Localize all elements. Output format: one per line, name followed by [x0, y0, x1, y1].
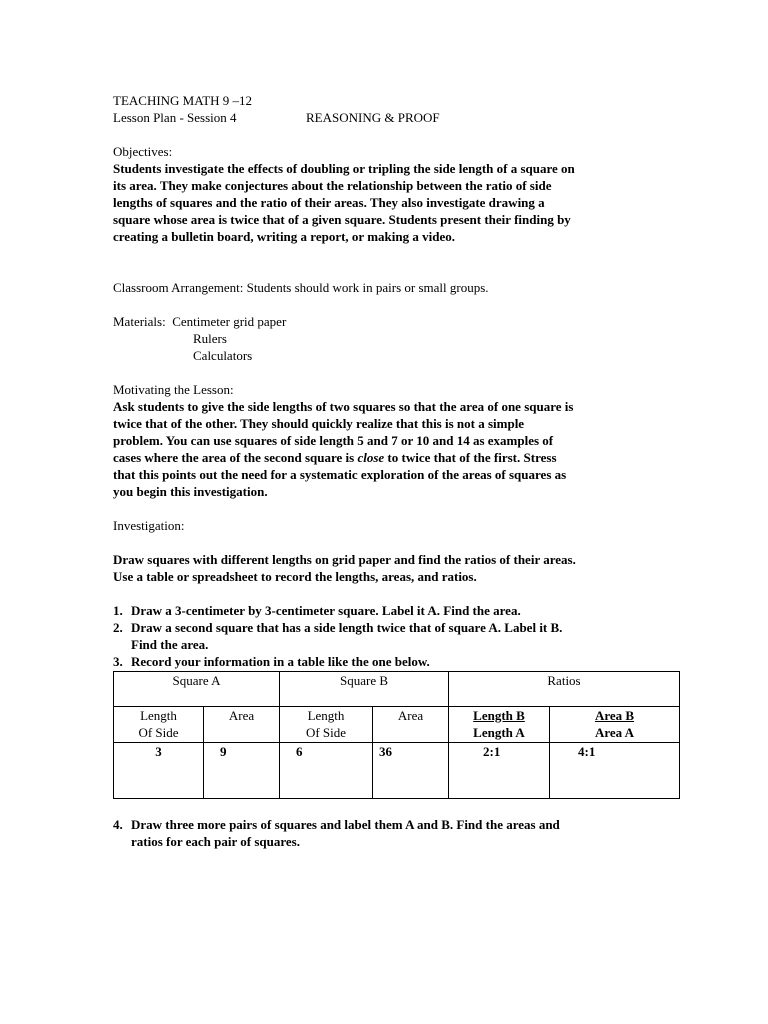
investigation-heading: Investigation:: [113, 518, 185, 533]
objectives-text: [113, 160, 673, 245]
area-b-value: 36: [373, 743, 449, 799]
step-text: Draw three more pairs of squares and label them A and B. Find the areas and: [131, 817, 560, 832]
step-item: [113, 602, 673, 619]
motivating-line: you begin this investigation.: [113, 484, 268, 499]
objectives-line: creating a bulletin board, writing a report, or making a video.: [113, 229, 455, 244]
area-b-header: Area: [373, 707, 449, 743]
step-text: Draw a second square that has a side length twice that of square A. Label it B.: [131, 620, 563, 635]
step-text-continued: ratios for each pair of squares.: [131, 834, 300, 849]
step-text: Draw a 3-centimeter by 3-centimeter square. Label it A. Find the area.: [131, 603, 521, 618]
objectives-line: lengths of squares and the ratio of their areas. They also investigate drawing a: [113, 195, 545, 210]
objectives-heading: Objectives:: [113, 144, 173, 159]
area-a-value: 9: [204, 743, 280, 799]
motivating-text-after: to twice that of the first. Stress: [384, 450, 557, 465]
classroom-arrangement: Classroom Arrangement: Students should work in pairs or small groups.: [113, 280, 489, 295]
lesson-topic: REASONING & PROOF: [306, 110, 440, 125]
motivating-line: problem. You can use squares of side length 5 and 7 or 10 and 14 as examples of: [113, 433, 554, 448]
area-ratio-header: [550, 707, 680, 743]
step-item: [113, 816, 673, 850]
objectives-line: square whose area is twice that of a given square. Students present their finding by: [113, 212, 571, 227]
document-title: TEACHING MATH 9 –12: [113, 93, 253, 108]
lesson-subtitle: [113, 109, 673, 126]
step-text-continued: Find the area.: [131, 637, 209, 652]
length-ratio-denominator: Length A: [473, 725, 525, 740]
table-group-header-row: [114, 672, 680, 707]
motivating-text-before: cases where the area of the second square is: [113, 450, 358, 465]
investigation-intro: [113, 551, 673, 585]
investigation-steps: [113, 602, 673, 670]
emphasis-close: close: [357, 450, 385, 465]
area-ratio-denominator: Area A: [594, 725, 635, 740]
materials-first-row: [113, 313, 673, 330]
step-text: Record your information in a table like the one below.: [131, 654, 430, 669]
motivating-line: Ask students to give the side lengths of two squares so that the area of one square is: [113, 399, 574, 414]
length-a-header: [114, 707, 204, 743]
table-sub-header-row: [114, 707, 680, 743]
materials-label: Materials:: [113, 314, 166, 329]
area-a-header: Area: [204, 707, 280, 743]
motivating-line: [113, 449, 673, 466]
step-number: 3.: [113, 654, 123, 669]
length-b-value: 6: [280, 743, 373, 799]
investigation-steps-continued: [113, 816, 673, 850]
length-ratio-header: [449, 707, 550, 743]
step-number: 1.: [113, 603, 123, 618]
square-a-header: Square A: [114, 672, 280, 707]
lesson-plan-label: Lesson Plan - Session 4: [113, 110, 237, 125]
motivating-heading: Motivating the Lesson:: [113, 382, 234, 397]
length-ratio-numerator: Length B: [473, 708, 525, 723]
length-b-header: [280, 707, 373, 743]
investigation-line: Use a table or spreadsheet to record the lengths, areas, and ratios.: [113, 569, 477, 584]
length-ratio-value: 2:1: [449, 743, 550, 799]
step-number: 4.: [113, 817, 123, 832]
ratios-header: Ratios: [449, 672, 680, 707]
of-side-label: Of Side: [305, 725, 347, 740]
area-ratio-numerator: Area B: [594, 708, 635, 723]
length-label: Length: [307, 708, 345, 723]
square-b-header: Square B: [280, 672, 449, 707]
investigation-line: Draw squares with different lengths on grid paper and find the ratios of their areas.: [113, 552, 576, 567]
materials-item: Rulers: [193, 331, 227, 346]
lesson-document: [113, 92, 673, 850]
ratios-table: [113, 671, 680, 799]
motivating-line: twice that of the other. They should quickly realize that this is not a simple: [113, 416, 525, 431]
materials-item: Calculators: [193, 348, 253, 363]
length-a-value: 3: [114, 743, 204, 799]
step-item: [113, 619, 673, 653]
length-label: Length: [140, 708, 177, 723]
table-row: [114, 743, 680, 799]
of-side-label: Of Side: [138, 725, 179, 740]
motivating-line: that this points out the need for a systematic exploration of the areas of squares as: [113, 467, 567, 482]
objectives-line: Students investigate the effects of doubling or tripling the side length of a square on: [113, 161, 575, 176]
materials-item: Centimeter grid paper: [172, 314, 287, 329]
step-item: [113, 653, 673, 670]
area-ratio-value: 4:1: [550, 743, 680, 799]
objectives-line: its area. They make conjectures about the relationship between the ratio of side: [113, 178, 552, 193]
step-number: 2.: [113, 620, 123, 635]
motivating-text: [113, 398, 673, 500]
